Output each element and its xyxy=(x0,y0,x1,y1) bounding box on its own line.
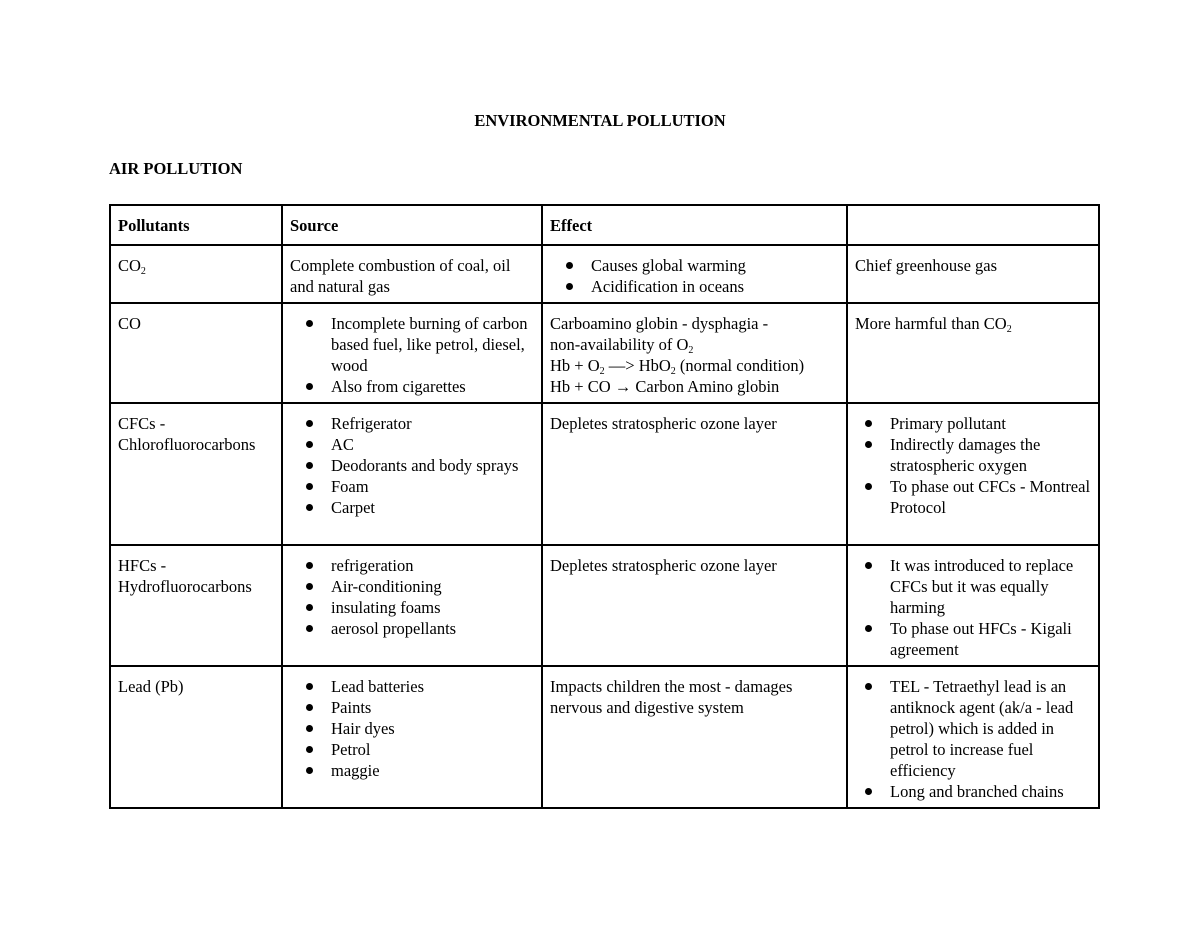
effect-cell xyxy=(542,303,847,403)
list-item: insulating foams xyxy=(331,597,535,618)
table-row xyxy=(110,403,1099,545)
note-cell: More harmful than $CO_2$ xyxy=(847,303,1099,403)
header-pollutants: Pollutants xyxy=(110,205,282,245)
source-cell xyxy=(282,403,542,545)
table-row xyxy=(110,666,1099,808)
list-item: Incomplete burning of carbon based fuel, like petrol, diesel, wood xyxy=(331,313,535,376)
effect-cell xyxy=(542,245,847,303)
table-row xyxy=(110,245,1099,303)
source-cell xyxy=(282,545,542,666)
list-item: Carpet xyxy=(331,497,535,518)
list-item: Indirectly damages the stratospheric oxygen xyxy=(890,434,1092,476)
note-cell: Chief greenhouse gas xyxy=(847,245,1099,303)
effect-line: non-availability of $O_2$ xyxy=(550,335,694,356)
effect-line: Carboamino globin - dysphagia - xyxy=(550,314,769,333)
effect-cell: Impacts children the most - damages nervous and digestive system xyxy=(542,666,847,808)
list-item: Also from cigarettes xyxy=(331,376,535,397)
list-item: Paints xyxy=(331,697,535,718)
table-row xyxy=(110,303,1099,403)
note-cell xyxy=(847,545,1099,666)
effect-line: Hb + CO → Carbon Amino globin xyxy=(550,377,780,396)
list-item: Refrigerator xyxy=(331,413,535,434)
effect-line: $Hb + O_2$ —> HbO$_2$ (normal condition) xyxy=(550,356,805,377)
pollutant-cell: Lead (Pb) xyxy=(110,666,282,808)
list-item: Long and branched chains xyxy=(890,781,1092,802)
header-source: Source xyxy=(282,205,542,245)
list-item: To phase out CFCs - Montreal Protocol xyxy=(890,477,1091,517)
list-item: maggie xyxy=(331,760,535,781)
list-item: Petrol xyxy=(331,739,535,760)
list-item: Air-conditioning xyxy=(331,576,535,597)
list-item: refrigeration xyxy=(331,555,535,576)
table-header-row xyxy=(110,205,1099,245)
list-item: Hair dyes xyxy=(331,718,535,739)
list-item: Acidification in oceans xyxy=(591,276,840,297)
pollutant-cell: HFCs - Hydrofluorocarbons xyxy=(110,545,282,666)
effect-cell: Depletes stratospheric ozone layer xyxy=(542,545,847,666)
list-item: Primary pollutant xyxy=(890,413,1092,434)
list-item: It was introduced to replace CFCs but it was equally harming xyxy=(890,555,1092,618)
list-item: Lead batteries xyxy=(331,676,535,697)
pollutant-cell: $CO_2$ xyxy=(110,245,282,303)
note-cell xyxy=(847,403,1099,545)
source-cell xyxy=(282,666,542,808)
header-effect: Effect xyxy=(542,205,847,245)
header-notes xyxy=(847,205,1099,245)
list-item: AC xyxy=(331,434,535,455)
pollution-table xyxy=(109,204,1100,809)
pollutant-cell: CO xyxy=(110,303,282,403)
source-cell xyxy=(282,303,542,403)
list-item: Foam xyxy=(331,476,535,497)
source-cell: Complete combustion of coal, oil and natural gas xyxy=(282,245,542,303)
list-item: To phase out HFCs - Kigali agreement xyxy=(890,618,1092,660)
list-item: aerosol propellants xyxy=(331,618,535,639)
effect-cell: Depletes stratospheric ozone layer xyxy=(542,403,847,545)
list-item: TEL - Tetraethyl lead is an antiknock agent (ak/a - lead petrol) which is added in petrol to increase fuel efficiency xyxy=(890,676,1092,781)
note-cell xyxy=(847,666,1099,808)
table-row xyxy=(110,545,1099,666)
pollutant-cell: CFCs - Chlorofluorocarbons xyxy=(110,403,282,545)
list-item: Deodorants and body sprays xyxy=(331,455,535,476)
document-title: ENVIRONMENTAL POLLUTION xyxy=(474,111,726,130)
list-item: Causes global warming xyxy=(591,255,840,276)
section-title: AIR POLLUTION xyxy=(109,159,243,178)
